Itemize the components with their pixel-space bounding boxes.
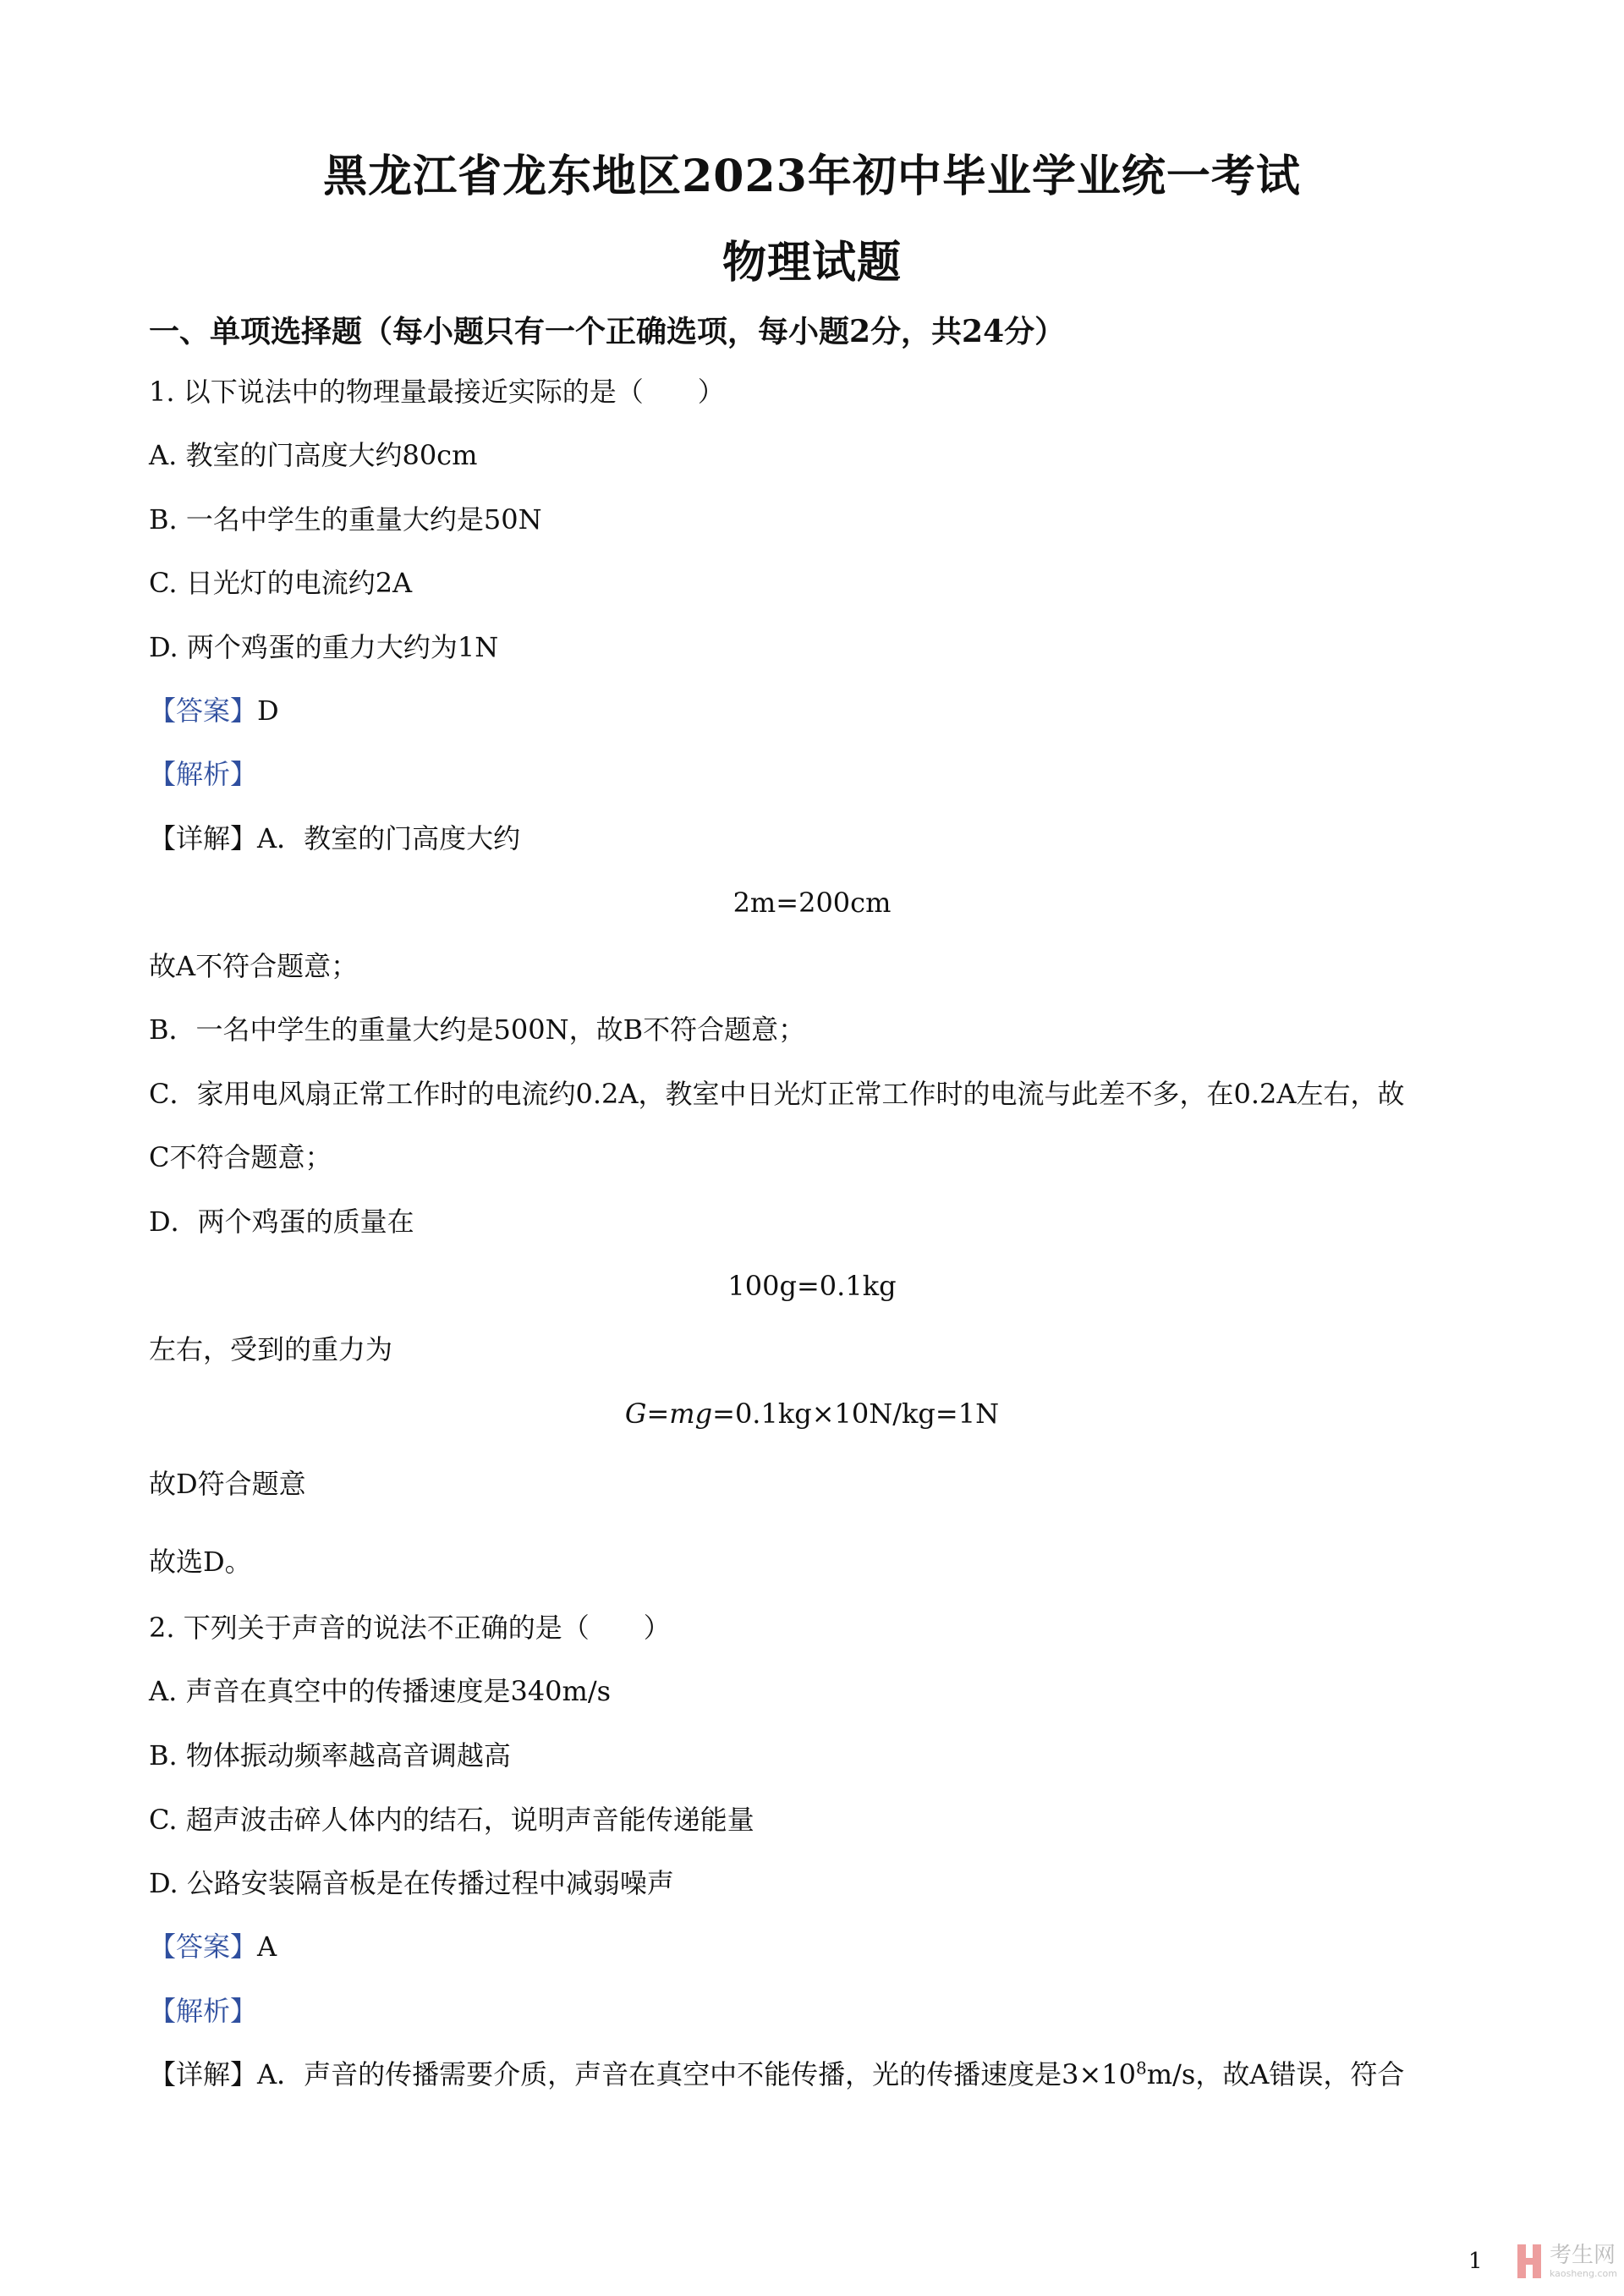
q1-conclusion-a: 故A不符合题意； — [149, 950, 359, 982]
q1-detail-c-1: C．家用电风扇正常工作时的电流约0.2A，教室中日光灯正常工作时的电流与此差不多，在0.2A左右，故 — [149, 1078, 1405, 1110]
page-number: 1 — [1468, 2249, 1483, 2274]
answer-value: A — [257, 1931, 277, 1963]
analysis-label: 【解析】 — [149, 758, 258, 790]
detail-label: 【详解】 — [149, 2058, 258, 2090]
q1-stem: 1. 以下说法中的物理量最接近实际的是（ ） — [149, 376, 725, 408]
q1-detail-b: B．一名中学生的重量大约是500N，故B不符合题意； — [149, 1013, 806, 1046]
exam-subtitle: 物理试题 — [721, 237, 902, 288]
q1-answer — [149, 694, 279, 728]
watermark-text — [1550, 2244, 1617, 2278]
detail-a-text: A．声音的传播需要介质，声音在真空中不能传播，光的传播速度是3×10 — [257, 2058, 1137, 2090]
exponent: 8 — [1136, 2057, 1147, 2079]
q1-detail-a — [149, 821, 520, 855]
q1-formula-d2 — [0, 1397, 1624, 1431]
q1-formula-a: 2m=200cm — [732, 887, 892, 919]
q1-option-c: C. 日光灯的电流约2A — [149, 567, 413, 599]
q1-option-a: A. 教室的门高度大约80cm — [149, 439, 478, 471]
answer-label: 【答案】 — [149, 1931, 258, 1963]
q2-option-a: A. 声音在真空中的传播速度是340m/s — [149, 1675, 612, 1707]
q2-stem: 2. 下列关于声音的说法不正确的是（ ） — [149, 1612, 671, 1644]
q2-detail-a — [149, 2057, 1404, 2091]
answer-value: D — [257, 695, 279, 727]
watermark-cn: 考生网 — [1549, 2243, 1616, 2268]
q2-analysis-label — [149, 1994, 257, 2028]
q2-option-c: C. 超声波击碎人体内的结石，说明声音能传递能量 — [149, 1804, 754, 1836]
q1-final: 故选D。 — [149, 1546, 252, 1578]
q1-detail-c-2: C不符合题意； — [149, 1141, 332, 1173]
q1-detail-d2: 左右，受到的重力为 — [149, 1333, 393, 1365]
q1-option-d: D. 两个鸡蛋的重力大约为1N — [149, 631, 499, 663]
analysis-label: 【解析】 — [149, 1995, 258, 2027]
q1-option-b: B. 一名中学生的重量大约是50N — [149, 503, 542, 536]
detail-a-text: A．教室的门高度大约 — [257, 822, 521, 854]
exam-title: 黑龙江省龙东地区2023年初中毕业学业统一考试 — [323, 151, 1301, 202]
q2-answer — [149, 1930, 277, 1964]
q1-analysis-label — [149, 757, 257, 791]
q2-option-d: D. 公路安装隔音板是在传播过程中减弱噪声 — [149, 1867, 674, 1899]
watermark-en: kaosheng.com — [1549, 2268, 1617, 2279]
watermark-logo — [1516, 2237, 1617, 2286]
formula-d2-variables: G=mg — [624, 1398, 713, 1430]
formula-d2-values: =0.1kg×10N/kg=1N — [712, 1398, 1000, 1430]
h-logo-icon — [1516, 2243, 1544, 2280]
detail-a-continuation: m/s，故A错误，符合 — [1146, 2058, 1405, 2090]
q1-detail-d: D．两个鸡蛋的质量在 — [149, 1206, 414, 1238]
detail-label: 【详解】 — [149, 822, 258, 854]
answer-label: 【答案】 — [149, 695, 258, 727]
q2-option-b: B. 物体振动频率越高音调越高 — [149, 1739, 511, 1771]
q1-formula-d1: 100g=0.1kg — [727, 1270, 897, 1302]
section-heading: 一、单项选择题（每小题只有一个正确选项，每小题2分，共24分） — [149, 314, 1066, 349]
q1-conclusion-d: 故D符合题意 — [149, 1468, 306, 1500]
